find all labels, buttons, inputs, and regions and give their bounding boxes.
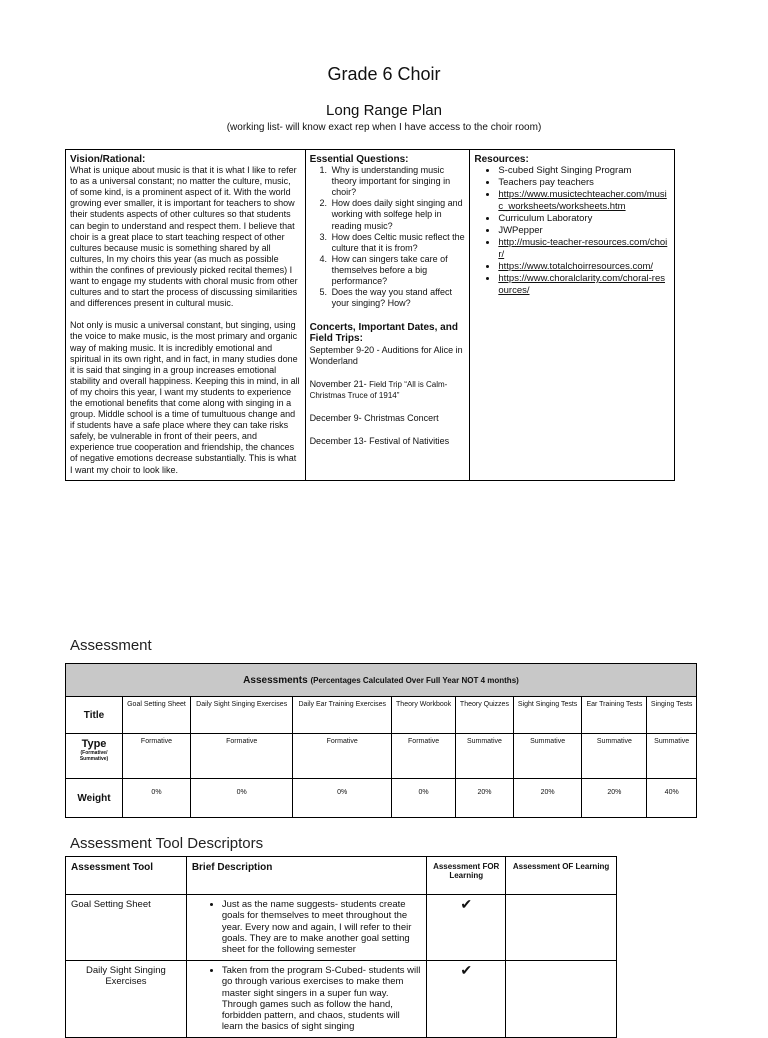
tools-header-of: Assessment OF Learning [506, 857, 617, 895]
assessment-title-cell: Daily Ear Training Exercises [293, 697, 392, 734]
assessment-weight-cell: 20% [513, 779, 582, 818]
assessment-weight-cell: 0% [293, 779, 392, 818]
question-item: 4. How can singers take care of themselves before a big performance? [330, 254, 466, 287]
tool-description: • Just as the name suggests- students create goals for themselves to meet throughout the year. Every now and again, I will refer to their goals. They are to make another goal setting sheet for the following semester [222, 899, 421, 955]
tools-header-tool: Assessment Tool [66, 857, 187, 895]
event-item: December 13- Festival of Nativities [309, 435, 450, 446]
resource-link[interactable]: • https://www.totalchoirresources.com/ [498, 261, 670, 273]
tools-header-description: Brief Description [186, 857, 426, 895]
resource-item: • Teachers pay teachers [498, 177, 670, 189]
assessment-banner-sub: (Percentages Calculated Over Full Year NOT 4 months) [310, 675, 519, 685]
questions-heading: Essential Questions: [309, 154, 409, 165]
resources-list [474, 165, 670, 297]
resource-item: • JWPepper [498, 225, 670, 237]
questions-list [310, 165, 466, 309]
assessment-weight-cell: 20% [456, 779, 514, 818]
assessment-weight-cell: 40% [647, 779, 697, 818]
event-field-trip: Field Trip “All is Calm- Christmas Truce of 1914” [309, 379, 448, 400]
question-item: 2. How does daily sight singing and working with solfege help in reading music? [330, 198, 466, 231]
resource-link[interactable]: • http://music-teacher-resources.com/choir/ [498, 237, 670, 261]
row-type-header [66, 734, 123, 779]
assessment-tools-table [65, 856, 617, 1038]
resources-cell [470, 150, 675, 481]
row-type-label: Type [81, 738, 107, 750]
tool-name: Goal Setting Sheet [66, 895, 187, 961]
vision-paragraph-1: What is unique about music is that it is what I like to refer to as a universal constant; no matter the culture, music, of some kind, is a prominent aspect of it. With the world growing ever smaller, it is important for teachers to show their students aspects of other cultures so that students can begin to understand and respect them. I believe that choir is a great place to start teaching respect of other cultures because music is something shared by all cultures, In my choirs this year (as much as possible within the confines of previously picked recital themes) I want to engage my students with choral music from other cultures and to start the process of discussing similarities and differences present in cultural music. [70, 165, 298, 309]
resource-link[interactable]: • https://www.musictechteacher.com/music_worksheets/worksheets.htm [498, 189, 670, 213]
tool-description: • Taken from the program S-Cubed- students will go through various exercises to make them master sight singers in a super fun way. Through games such as follow the hand, forbidden pattern, and chaos, students will learn the basics of sight singing [222, 965, 421, 1033]
assessment-section-title: Assessment [70, 637, 152, 654]
check-icon: ✔ [427, 895, 506, 961]
tool-of-cell [506, 895, 617, 961]
resource-item: • Curriculum Laboratory [498, 213, 670, 225]
event-item: September 9-20 - Auditions for Alice in Wonderland [309, 344, 463, 366]
question-item: 1. Why is understanding music theory important for singing in choir? [330, 165, 466, 198]
assessment-banner-title: Assessments [243, 674, 308, 686]
page-note: (working list- will know exact rep when I have access to the choir room) [226, 122, 542, 133]
row-weight-header: Weight [66, 779, 123, 818]
event-item-field-trip [310, 379, 466, 401]
vision-cell [66, 150, 306, 481]
question-item: 3. How does Celtic music reflect the culture that it is from? [330, 232, 466, 254]
tool-of-cell [506, 961, 617, 1038]
event-date: November 21- [309, 378, 370, 389]
page-title: Grade 6 Choir [327, 64, 441, 84]
long-range-plan-table [65, 149, 675, 481]
tools-section-title: Assessment Tool Descriptors [70, 835, 264, 852]
assessment-title-cell: Ear Training Tests [582, 697, 647, 734]
resource-link[interactable]: • https://www.choralclarity.com/choral-resources/ [498, 273, 670, 297]
assessment-banner [66, 664, 697, 697]
assessment-type-cell: Formative [123, 734, 191, 779]
tool-description-cell [186, 961, 426, 1038]
assessment-title-cell: Goal Setting Sheet [123, 697, 191, 734]
assessment-type-cell: Summative [582, 734, 647, 779]
assessment-type-cell: Formative [392, 734, 456, 779]
assessment-type-cell: Summative [513, 734, 582, 779]
assessment-type-cell: Summative [456, 734, 514, 779]
tools-header-for: Assessment FOR Learning [427, 857, 506, 895]
question-item: 5. Does the way you stand affect your singing? How? [330, 287, 466, 309]
assessment-weight-cell: 0% [392, 779, 456, 818]
event-item: December 9- Christmas Concert [309, 412, 439, 423]
assessment-title-cell: Sight Singing Tests [513, 697, 582, 734]
row-title-header: Title [66, 697, 123, 734]
vision-paragraph-2: Not only is music a universal constant, but singing, using the voice to make music, is the most primary and organic way of making music. It is incredibly emotional and spiritual in its own right, and in fact, in many studies done it is said that singing in a group increases emotional stability and overall happiness. Keeping this in mind, in all of my choirs this year, I want my students to experience the emotional benefits that come along with singing in a group. Middle school is a time of tumultuous change and if students have a safe place where they can take risks safely, be vulnerable in front of their peers, and experience true cooperation and friendship, the chances of negative emotions decrease substantially. This is what I want my choir to look like. [70, 320, 300, 475]
tool-name: Daily Sight Singing Exercises [66, 961, 187, 1038]
concerts-heading: Concerts, Important Dates, and Field Trips: [309, 322, 458, 345]
assessment-weight-cell: 20% [582, 779, 647, 818]
assessment-type-cell: Formative [190, 734, 292, 779]
page-subtitle: Long Range Plan [326, 102, 442, 119]
assessment-weight-cell: 0% [190, 779, 292, 818]
tool-description-cell [186, 895, 426, 961]
resource-item: • S-cubed Sight Singing Program [498, 165, 670, 177]
check-icon: ✔ [427, 961, 506, 1038]
assessment-type-cell: Formative [293, 734, 392, 779]
assessment-table [65, 663, 697, 818]
row-type-sub: (Formative/ Summative) [79, 750, 109, 762]
assessment-title-cell: Singing Tests [647, 697, 697, 734]
assessment-title-cell: Theory Quizzes [456, 697, 514, 734]
resources-heading: Resources: [474, 154, 529, 165]
questions-cell [305, 150, 470, 481]
assessment-weight-cell: 0% [123, 779, 191, 818]
vision-heading: Vision/Rational: [70, 154, 146, 165]
assessment-title-cell: Theory Workbook [392, 697, 456, 734]
assessment-type-cell: Summative [647, 734, 697, 779]
assessment-title-cell: Daily Sight Singing Exercises [190, 697, 292, 734]
